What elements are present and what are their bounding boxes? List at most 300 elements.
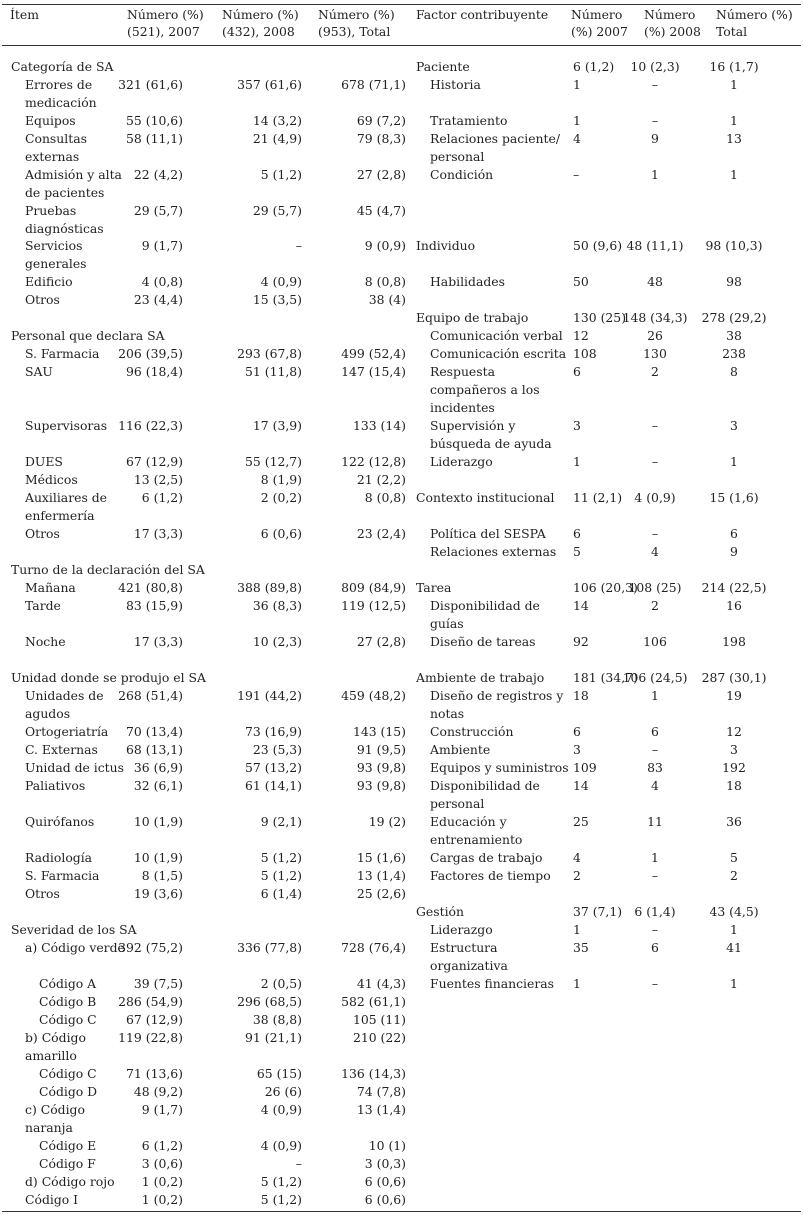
left-row-label: d) Código rojo [25, 1174, 115, 1189]
left-header-3: (953), Total [318, 24, 391, 39]
right-row-label: Fuentes financieras [430, 976, 555, 991]
left-row-value: 73 (16,9) [245, 724, 302, 739]
right-row-value: 50 (9,6) [573, 238, 623, 253]
right-row-value: 38 [726, 328, 742, 343]
left-row-label: Código C [39, 1012, 97, 1027]
right-row-value: 1 [573, 113, 581, 128]
left-row-value: 38 (4) [368, 292, 406, 307]
left-row-label: Quirófanos [25, 814, 95, 829]
left-row-label: Otros [25, 886, 60, 901]
left-row-label: C. Externas [25, 742, 98, 757]
left-row-value: 147 (15,4) [341, 364, 406, 379]
left-row-value: 4 (0,9) [260, 1102, 302, 1117]
left-row-value: 133 (14) [352, 418, 406, 433]
left-row-value: 2 (0,5) [260, 976, 302, 991]
left-row-label: Turno de la declaración del SA [11, 562, 205, 577]
left-header-0: Ítem [10, 7, 39, 22]
right-row-label: entrenamiento [430, 832, 523, 847]
right-row-value: 12 [573, 328, 589, 343]
left-row-value: 3 (0,3) [364, 1156, 406, 1171]
left-row-value: 321 (61,6) [118, 77, 183, 92]
left-row-value: 9 (0,9) [364, 238, 406, 253]
right-row-value: – [651, 922, 659, 937]
right-row-value: 3 [573, 742, 581, 757]
left-row-value: 10 (1) [368, 1138, 406, 1153]
left-row-value: 96 (18,4) [126, 364, 183, 379]
right-row-value: 8 [730, 364, 738, 379]
right-row-value: – [651, 742, 659, 757]
right-row-label: Liderazgo [430, 922, 493, 937]
right-row-value: 26 [647, 328, 663, 343]
right-row-value: 12 [726, 724, 742, 739]
left-row-value: 13 (1,4) [356, 868, 406, 883]
left-row-label: Código F [39, 1156, 96, 1171]
right-row-value: 9 [651, 131, 659, 146]
left-row-value: 8 (1,5) [141, 868, 183, 883]
right-row-value: – [651, 868, 659, 883]
right-row-value: 6 [573, 724, 581, 739]
left-row-value: 70 (13,4) [126, 724, 183, 739]
right-row-label: Respuesta [430, 364, 495, 379]
left-row-value: 91 (21,1) [245, 1030, 302, 1045]
left-row-value: 19 (3,6) [133, 886, 183, 901]
right-row-value: 192 [722, 760, 746, 775]
left-row-value: 8 (0,8) [364, 274, 406, 289]
right-row-value: 6 [573, 364, 581, 379]
left-row-value: 55 (10,6) [126, 113, 183, 128]
left-header-2: Número (%) [222, 7, 299, 22]
right-row-value: 98 (10,3) [705, 238, 763, 253]
left-row-value: 191 (44,2) [237, 688, 302, 703]
right-row-label: notas [430, 706, 465, 721]
left-row-label: naranja [25, 1120, 73, 1135]
left-header-1: Número (%) [127, 7, 204, 22]
left-row-value: 5 (1,2) [260, 1192, 302, 1207]
left-row-value: 48 (9,2) [133, 1084, 183, 1099]
right-row-value: 48 [647, 274, 663, 289]
left-row-value: 32 (6,1) [133, 778, 183, 793]
right-header-1: (%) 2007 [571, 24, 628, 39]
right-row-value: 3 [573, 418, 581, 433]
right-row-value: 18 [726, 778, 742, 793]
right-row-value: 278 (29,2) [701, 310, 767, 325]
right-row-value: 181 (34,7) [573, 670, 638, 685]
right-row-value: 4 [651, 778, 659, 793]
right-row-label: Factores de tiempo [430, 868, 551, 883]
right-row-value: 13 [726, 131, 742, 146]
left-row-label: Código D [39, 1084, 98, 1099]
right-header-2: Número [644, 7, 696, 22]
right-row-value: 1 [730, 77, 738, 92]
right-row-value: 11 [647, 814, 663, 829]
right-header-2: (%) 2008 [644, 24, 701, 39]
left-row-value: 136 (14,3) [341, 1066, 406, 1081]
left-row-value: 17 (3,9) [252, 418, 302, 433]
left-row-label: medicación [25, 95, 97, 110]
right-row-value: 83 [647, 760, 663, 775]
left-row-value: 25 (2,6) [356, 886, 406, 901]
left-row-label: Código A [39, 976, 97, 991]
left-row-value: 388 (89,8) [237, 580, 302, 595]
right-row-value: 5 [573, 544, 581, 559]
left-row-value: 119 (22,8) [118, 1030, 183, 1045]
left-row-value: 105 (11) [352, 1012, 406, 1027]
left-row-value: 23 (4,4) [133, 292, 183, 307]
right-row-label: Tarea [416, 580, 452, 595]
left-row-value: 26 (6) [264, 1084, 302, 1099]
left-row-value: 10 (1,9) [133, 814, 183, 829]
right-header-0: Factor contribuyente [416, 7, 549, 22]
left-row-label: Unidad donde se produjo el SA [11, 670, 206, 685]
right-row-value: 2 [651, 598, 659, 613]
right-row-label: incidentes [430, 400, 495, 415]
right-row-value: 4 [573, 131, 581, 146]
right-row-value: 130 [643, 346, 667, 361]
left-row-label: Ortogeriatría [25, 724, 109, 739]
left-row-label: enfermería [25, 508, 95, 523]
right-row-label: Disponibilidad de [430, 598, 540, 613]
right-row-value: 106 (20,3) [573, 580, 638, 595]
right-row-value: 5 [730, 850, 738, 865]
left-row-value: 74 (7,8) [356, 1084, 406, 1099]
right-row-value: 6 [651, 940, 659, 955]
right-row-value: 6 (1,4) [634, 904, 676, 919]
left-row-label: Admisión y alta [25, 167, 122, 182]
left-row-label: Otros [25, 526, 60, 541]
left-row-value: 357 (61,6) [237, 77, 302, 92]
right-row-value: 106 (24,5) [622, 670, 688, 685]
right-row-value: 108 (25) [628, 580, 682, 595]
left-row-value: 728 (76,4) [341, 940, 406, 955]
left-row-label: Personal que declara SA [11, 328, 165, 343]
right-row-value: 14 [573, 778, 589, 793]
left-row-value: 459 (48,2) [341, 688, 406, 703]
left-row-label: externas [25, 149, 80, 164]
left-row-label: Otros [25, 292, 60, 307]
right-row-value: 130 (25) [573, 310, 627, 325]
right-row-value: 11 (2,1) [573, 490, 623, 505]
left-row-value: 13 (1,4) [356, 1102, 406, 1117]
left-row-label: S. Farmacia [25, 346, 100, 361]
right-row-value: – [651, 418, 659, 433]
right-row-value: 6 [730, 526, 738, 541]
left-row-value: 8 (0,8) [364, 490, 406, 505]
right-row-value: 1 [730, 167, 738, 182]
right-row-value: 43 (4,5) [709, 904, 759, 919]
left-row-value: 421 (80,8) [118, 580, 183, 595]
left-row-value: 4 (0,9) [260, 274, 302, 289]
left-row-value: 71 (13,6) [126, 1066, 183, 1081]
right-row-value: 148 (34,3) [622, 310, 688, 325]
right-row-value: 1 [573, 922, 581, 937]
right-row-value: 2 [730, 868, 738, 883]
left-row-value: 119 (12,5) [341, 598, 406, 613]
left-row-value: 9 (2,1) [260, 814, 302, 829]
left-row-value: 83 (15,9) [126, 598, 183, 613]
left-row-value: 14 (3,2) [252, 113, 302, 128]
left-header-3: Número (%) [318, 7, 395, 22]
left-row-label: a) Código verde [25, 940, 125, 955]
right-row-value: 36 [726, 814, 742, 829]
left-row-value: 4 (0,8) [141, 274, 183, 289]
right-row-label: Ambiente de trabajo [416, 670, 545, 685]
left-row-value: 6 (0,6) [260, 526, 302, 541]
left-row-label: Supervisoras [25, 418, 108, 433]
right-row-label: búsqueda de ayuda [430, 436, 552, 451]
right-row-label: Comunicación escrita [430, 346, 567, 361]
left-row-label: SAU [25, 364, 53, 379]
left-row-value: 293 (67,8) [237, 346, 302, 361]
right-row-value: – [651, 454, 659, 469]
right-row-value: 106 [643, 634, 667, 649]
left-row-label: Radiología [25, 850, 93, 865]
left-row-value: 38 (8,8) [252, 1012, 302, 1027]
right-row-value: 238 [722, 346, 746, 361]
right-row-value: 109 [573, 760, 597, 775]
left-row-value: 6 (1,2) [141, 490, 183, 505]
right-row-value: 1 [651, 167, 659, 182]
left-row-value: 36 (6,9) [133, 760, 183, 775]
right-row-value: 16 [726, 598, 742, 613]
right-row-value: – [651, 526, 659, 541]
left-row-value: 21 (4,9) [252, 131, 302, 146]
left-row-value: 23 (2,4) [356, 526, 406, 541]
left-row-label: Auxiliares de [25, 490, 108, 505]
left-row-label: diagnósticas [25, 221, 104, 236]
right-row-value: 98 [726, 274, 742, 289]
left-row-value: 9 (1,7) [141, 238, 183, 253]
left-row-label: Mañana [25, 580, 76, 595]
left-row-value: 6 (0,6) [364, 1192, 406, 1207]
left-row-value: 336 (77,8) [237, 940, 302, 955]
left-row-value: 68 (13,1) [126, 742, 183, 757]
left-row-value: 45 (4,7) [356, 203, 406, 218]
left-row-value: 79 (8,3) [356, 131, 406, 146]
right-row-value: 18 [573, 688, 589, 703]
right-row-value: 1 [573, 454, 581, 469]
right-row-label: Relaciones paciente/ [430, 131, 561, 146]
left-row-value: 15 (3,5) [252, 292, 302, 307]
right-row-value: 6 (1,2) [573, 59, 615, 74]
left-row-value: 268 (51,4) [118, 688, 183, 703]
left-row-value: 116 (22,3) [118, 418, 183, 433]
right-row-value: 37 (7,1) [573, 904, 623, 919]
left-row-value: 36 (8,3) [252, 598, 302, 613]
right-row-label: Historia [430, 77, 481, 92]
left-row-value: 1 (0,2) [141, 1192, 183, 1207]
left-row-value: 6 (1,4) [260, 886, 302, 901]
left-row-label: de pacientes [25, 185, 105, 200]
left-row-value: 10 (2,3) [252, 634, 302, 649]
table-header-rule [2, 45, 801, 46]
left-row-value: 206 (39,5) [118, 346, 183, 361]
right-row-value: 14 [573, 598, 589, 613]
right-row-label: Supervisión y [430, 418, 516, 433]
right-row-label: Comunicación verbal [430, 328, 563, 343]
right-row-label: Diseño de tareas [430, 634, 536, 649]
right-header-3: Total [716, 24, 748, 39]
right-row-label: Cargas de trabajo [430, 850, 543, 865]
right-row-value: 108 [573, 346, 597, 361]
left-row-value: 55 (12,7) [245, 454, 302, 469]
right-row-value: 1 [730, 922, 738, 937]
right-row-value: – [651, 113, 659, 128]
left-row-label: Equipos [25, 113, 76, 128]
left-row-value: 5 (1,2) [260, 850, 302, 865]
left-row-value: 93 (9,8) [356, 778, 406, 793]
left-row-value: – [295, 238, 302, 253]
left-row-value: 51 (11,8) [245, 364, 302, 379]
left-row-label: Código E [39, 1138, 97, 1153]
right-row-value: 92 [573, 634, 589, 649]
right-row-value: 2 [651, 364, 659, 379]
left-row-value: 5 (1,2) [260, 167, 302, 182]
right-row-value: 198 [722, 634, 746, 649]
left-row-value: 143 (15) [352, 724, 406, 739]
left-row-value: 122 (12,8) [341, 454, 406, 469]
left-row-value: 9 (1,7) [141, 1102, 183, 1117]
right-row-value: – [651, 77, 659, 92]
left-row-label: b) Código [25, 1030, 86, 1045]
left-row-value: 582 (61,1) [341, 994, 406, 1009]
right-row-label: Contexto institucional [416, 490, 555, 505]
left-row-value: 29 (5,7) [133, 203, 183, 218]
right-row-label: guías [430, 616, 464, 631]
right-row-label: Estructura [430, 940, 498, 955]
right-row-value: 6 [651, 724, 659, 739]
left-row-label: Pruebas [25, 203, 77, 218]
right-row-label: organizativa [430, 958, 508, 973]
right-row-value: 4 (0,9) [634, 490, 676, 505]
left-row-value: 809 (84,9) [341, 580, 406, 595]
right-row-value: – [573, 167, 580, 182]
left-row-label: S. Farmacia [25, 868, 100, 883]
right-row-value: 25 [573, 814, 589, 829]
left-row-value: 39 (7,5) [133, 976, 183, 991]
right-row-value: 50 [573, 274, 589, 289]
left-row-value: 41 (4,3) [356, 976, 406, 991]
left-row-label: amarillo [25, 1048, 77, 1063]
left-row-label: Médicos [25, 472, 78, 487]
left-row-value: 392 (75,2) [118, 940, 183, 955]
left-row-label: Categoría de SA [11, 59, 114, 74]
right-row-value: 35 [573, 940, 589, 955]
left-row-value: 6 (0,6) [364, 1174, 406, 1189]
left-row-value: 58 (11,1) [126, 131, 183, 146]
right-row-value: 2 [573, 868, 581, 883]
left-row-value: 6 (1,2) [141, 1138, 183, 1153]
left-row-value: 65 (15) [256, 1066, 302, 1081]
left-row-value: 5 (1,2) [260, 868, 302, 883]
right-row-value: 4 [651, 544, 659, 559]
right-row-value: 6 [573, 526, 581, 541]
left-row-label: Unidades de [25, 688, 104, 703]
left-row-value: 27 (2,8) [356, 167, 406, 182]
left-row-value: 22 (4,2) [133, 167, 183, 182]
right-row-value: 1 [651, 850, 659, 865]
left-row-value: 296 (68,5) [237, 994, 302, 1009]
left-row-value: 91 (9,5) [356, 742, 406, 757]
right-row-label: Gestión [416, 904, 464, 919]
left-row-label: Tarde [25, 598, 61, 613]
table-top-rule [2, 4, 801, 5]
left-row-label: Unidad de ictus [25, 760, 124, 775]
left-row-value: – [295, 1156, 302, 1171]
right-row-value: 19 [726, 688, 742, 703]
right-row-value: 1 [651, 688, 659, 703]
left-row-value: 67 (12,9) [126, 1012, 183, 1027]
right-row-value: 10 (2,3) [630, 59, 680, 74]
right-row-label: Equipos y suministros [430, 760, 569, 775]
right-row-value: 1 [730, 976, 738, 991]
left-row-value: 67 (12,9) [126, 454, 183, 469]
left-row-value: 93 (9,8) [356, 760, 406, 775]
left-row-value: 19 (2) [368, 814, 406, 829]
left-row-value: 210 (22) [352, 1030, 406, 1045]
right-row-value: 1 [730, 454, 738, 469]
right-row-value: 15 (1,6) [709, 490, 759, 505]
right-row-value: 1 [730, 113, 738, 128]
right-row-value: 1 [573, 976, 581, 991]
left-row-label: Errores de [25, 77, 93, 92]
right-row-value: – [651, 976, 659, 991]
right-row-label: Habilidades [430, 274, 505, 289]
left-row-value: 1 (0,2) [141, 1174, 183, 1189]
left-row-value: 2 (0,2) [260, 490, 302, 505]
left-row-label: Noche [25, 634, 66, 649]
right-row-label: Individuo [416, 238, 476, 253]
left-row-value: 10 (1,9) [133, 850, 183, 865]
left-row-value: 499 (52,4) [341, 346, 406, 361]
left-row-value: 27 (2,8) [356, 634, 406, 649]
left-row-label: agudos [25, 706, 71, 721]
left-row-value: 23 (5,3) [252, 742, 302, 757]
left-row-value: 29 (5,7) [252, 203, 302, 218]
table-bottom-rule [2, 1211, 801, 1212]
right-row-value: 48 (11,1) [626, 238, 684, 253]
right-header-3: Número (%) [716, 7, 793, 22]
right-row-label: personal [430, 149, 485, 164]
right-row-value: 287 (30,1) [701, 670, 767, 685]
left-row-label: Servicios [25, 238, 83, 253]
left-row-value: 3 (0,6) [141, 1156, 183, 1171]
right-row-label: Paciente [416, 59, 470, 74]
right-row-label: compañeros a los [430, 382, 540, 397]
right-row-value: 41 [726, 940, 742, 955]
left-row-value: 5 (1,2) [260, 1174, 302, 1189]
left-row-label: generales [25, 256, 87, 271]
right-row-label: Disponibilidad de [430, 778, 540, 793]
right-row-label: Construcción [430, 724, 514, 739]
right-row-value: 3 [730, 418, 738, 433]
left-row-label: Severidad de los SA [11, 922, 137, 937]
left-row-label: c) Código [25, 1102, 85, 1117]
left-row-value: 17 (3,3) [133, 526, 183, 541]
left-row-label: Consultas [25, 131, 87, 146]
left-header-2: (432), 2008 [222, 24, 295, 39]
right-row-label: Política del SESPA [430, 526, 546, 541]
left-row-label: Código I [25, 1192, 79, 1207]
right-row-value: 3 [730, 742, 738, 757]
right-row-label: personal [430, 796, 485, 811]
right-row-label: Equipo de trabajo [416, 310, 529, 325]
left-row-value: 4 (0,9) [260, 1138, 302, 1153]
right-row-value: 16 (1,7) [709, 59, 759, 74]
left-row-label: Código C [39, 1066, 97, 1081]
left-row-value: 678 (71,1) [341, 77, 406, 92]
left-row-value: 286 (54,9) [118, 994, 183, 1009]
left-row-value: 13 (2,5) [133, 472, 183, 487]
